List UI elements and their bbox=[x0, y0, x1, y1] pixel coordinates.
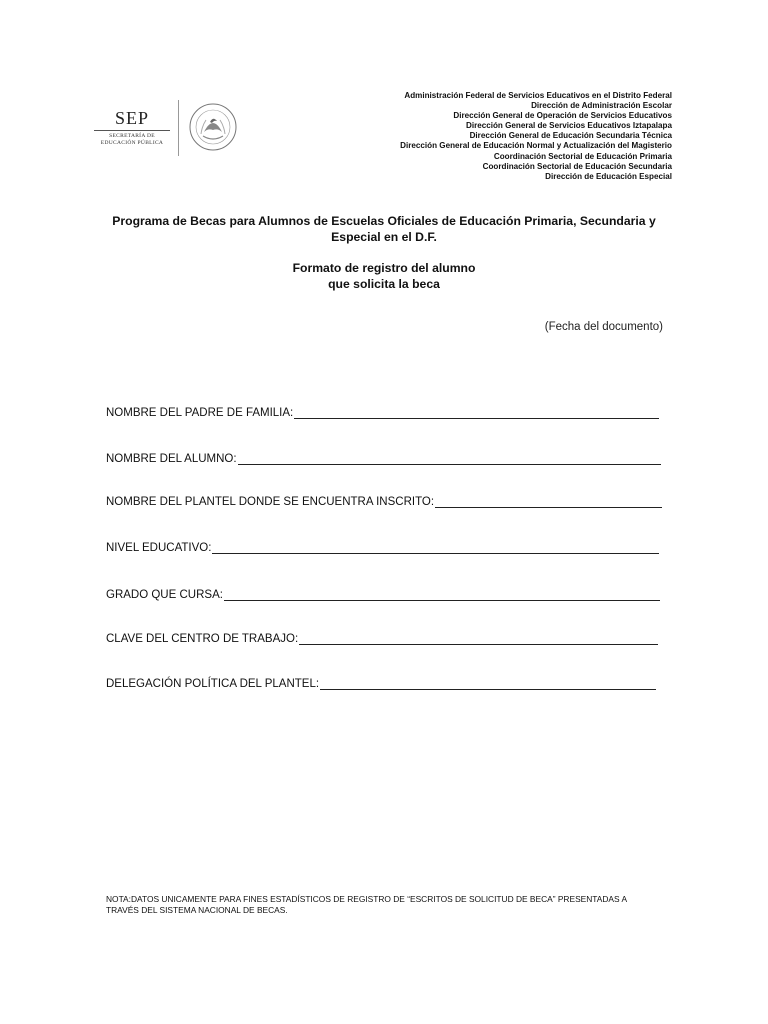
school-name-field[interactable] bbox=[106, 490, 662, 508]
header-line: Dirección General de Educación Secundaria Técnica bbox=[469, 131, 672, 141]
document-date-placeholder: (Fecha del documento) bbox=[544, 321, 663, 333]
grade-input-line[interactable] bbox=[224, 587, 660, 601]
footer-note bbox=[106, 894, 666, 916]
political-delegation-input-line[interactable] bbox=[320, 676, 656, 690]
work-center-key-input-line[interactable] bbox=[299, 631, 658, 645]
work-center-key-label: CLAVE DEL CENTRO DE TRABAJO: bbox=[106, 633, 299, 645]
header-line: Dirección General de Educación Normal y Actualización del Magisterio bbox=[400, 141, 672, 151]
header-line: Dirección de Educación Especial bbox=[545, 171, 672, 181]
header-line: Dirección General de Servicios Educativos Iztapalapa bbox=[465, 121, 672, 131]
sep-logo-rule bbox=[94, 130, 170, 131]
form-subtitle bbox=[200, 261, 568, 292]
parent-name-field[interactable] bbox=[106, 401, 659, 419]
parent-name-label: NOMBRE DEL PADRE DE FAMILIA: bbox=[106, 407, 294, 419]
form-subtitle-line-2: que solicita la beca bbox=[328, 276, 440, 291]
logo-divider bbox=[178, 100, 179, 156]
header-line: Coordinación Sectorial de Educación Primaria bbox=[493, 151, 672, 161]
header-line: Dirección General de Operación de Servicios Educativos bbox=[453, 111, 672, 121]
school-name-input-line[interactable] bbox=[435, 494, 662, 508]
program-title bbox=[100, 213, 668, 245]
grade-field[interactable] bbox=[106, 583, 660, 601]
political-delegation-label: DELEGACIÓN POLÍTICA DEL PLANTEL: bbox=[106, 678, 320, 690]
student-name-input-line[interactable] bbox=[238, 451, 661, 465]
education-level-field[interactable] bbox=[106, 536, 659, 554]
program-title-line-1: Programa de Becas para Alumnos de Escuelas Oficiales de Educación Primaria, Secundaria y bbox=[112, 214, 656, 228]
sep-acronym: SEP bbox=[114, 108, 150, 128]
education-level-input-line[interactable] bbox=[212, 540, 659, 554]
sep-logo bbox=[92, 96, 242, 156]
institution-header-list bbox=[252, 91, 672, 182]
program-title-line-2: Especial en el D.F. bbox=[331, 230, 437, 244]
header-line: Coordinación Sectorial de Educación Secundaria bbox=[482, 161, 672, 171]
sep-subtitle-line-1: SECRETARÍA DE bbox=[109, 133, 155, 139]
header-line: Dirección de Administración Escolar bbox=[531, 101, 672, 111]
grade-label: GRADO QUE CURSA: bbox=[106, 589, 223, 601]
education-level-label: NIVEL EDUCATIVO: bbox=[106, 542, 212, 554]
sep-subtitle-line-2: EDUCACIÓN PÚBLICA bbox=[100, 140, 164, 146]
header-line: Administración Federal de Servicios Educativos en el Distrito Federal bbox=[404, 91, 672, 100]
political-delegation-field[interactable] bbox=[106, 672, 656, 690]
footer-note-line-2: TRAVÉS DEL SISTEMA NACIONAL DE BECAS. bbox=[106, 905, 288, 915]
form-subtitle-line-1: Formato de registro del alumno bbox=[292, 261, 476, 275]
mexican-coat-of-arms-seal-icon bbox=[188, 102, 238, 152]
student-name-field[interactable] bbox=[106, 447, 661, 465]
sep-logo-subtitle bbox=[92, 133, 172, 147]
school-name-label: NOMBRE DEL PLANTEL DONDE SE ENCUENTRA INSCRITO: bbox=[106, 496, 435, 508]
student-name-label: NOMBRE DEL ALUMNO: bbox=[106, 453, 237, 465]
work-center-key-field[interactable] bbox=[106, 627, 658, 645]
parent-name-input-line[interactable] bbox=[294, 405, 659, 419]
footer-note-line-1: NOTA:DATOS UNICAMENTE PARA FINES ESTADÍSTICOS DE REGISTRO DE “ESCRITOS DE SOLICITUD DE BECA” PRESENTADAS A bbox=[106, 894, 628, 904]
